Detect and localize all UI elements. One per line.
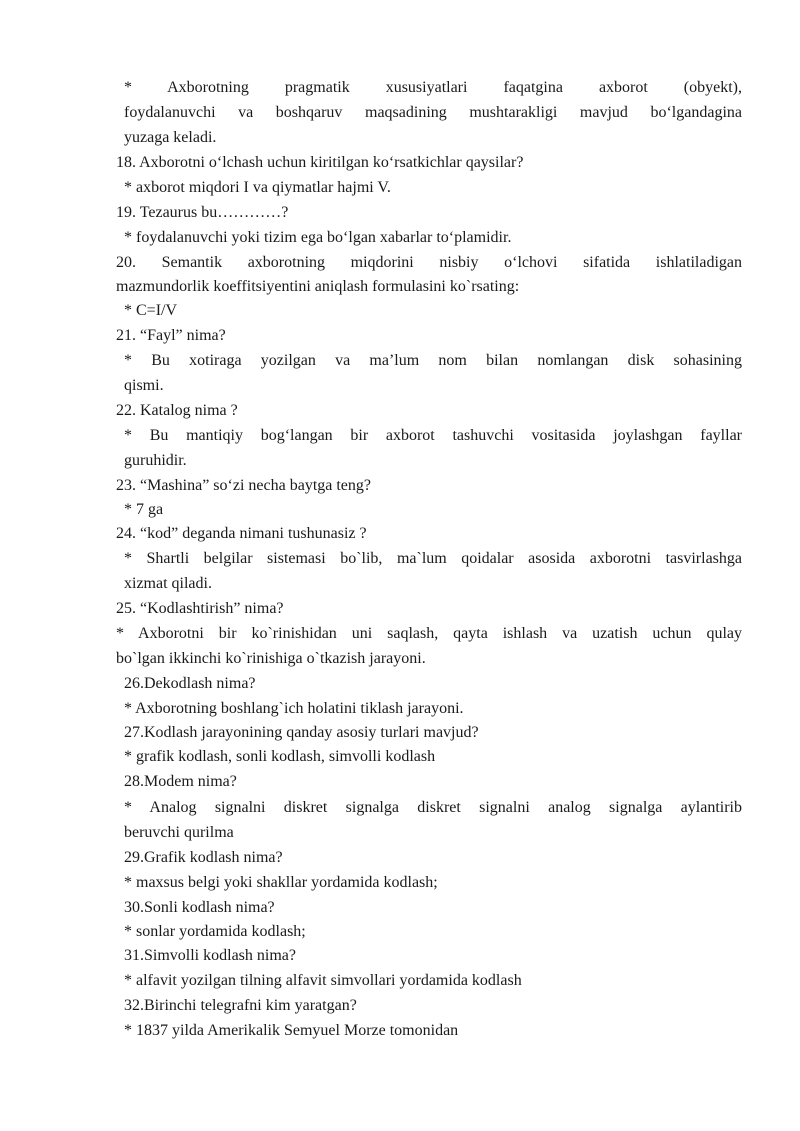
question-line: 23. “Mashina” so‘zi necha baytga teng? — [116, 477, 372, 494]
question-line: 19. Tezaurus bu…………? — [116, 204, 289, 221]
answer-line: * Shartli belgilar sistemasi bo`lib, ma`lum qoidalar asosida axborotni tasvirlashga — [124, 550, 742, 567]
question-line: 28.Modem nima? — [124, 773, 237, 790]
answer-line: * foydalanuvchi yoki tizim ega bo‘lgan xabarlar to‘plamidir. — [124, 229, 512, 246]
question-line: 32.Birinchi telegrafni kim yaratgan? — [124, 997, 357, 1014]
answer-line: yuzaga keladi. — [124, 129, 217, 146]
question-line: 29.Grafik kodlash nima? — [124, 849, 283, 866]
answer-line: * 7 ga — [124, 501, 164, 518]
answer-line: * sonlar yordamida kodlash; — [124, 923, 306, 940]
answer-line: * maxsus belgi yoki shakllar yordamida kodlash; — [124, 874, 438, 891]
answer-line: * Bu mantiqiy bog‘langan bir axborot tashuvchi vositasida joylashgan fayllar — [124, 427, 742, 444]
answer-line: * 1837 yilda Amerikalik Semyuel Morze tomonidan — [124, 1022, 459, 1039]
question-line: 26.Dekodlash nima? — [124, 675, 256, 692]
answer-line: * Axborotning pragmatik xususiyatlari faqatgina axborot (obyekt), — [124, 79, 742, 96]
question-line: 27.Kodlash jarayonining qanday asosiy turlari mavjud? — [124, 724, 479, 741]
question-line: mazmundorlik koeffitsiyentini aniqlash formulasini ko`rsating: — [116, 278, 520, 295]
answer-line: * C=I/V — [124, 302, 178, 319]
question-line: 18. Axborotni o‘lchash uchun kiritilgan ko‘rsatkichlar qaysilar? — [116, 154, 524, 171]
answer-line: * grafik kodlash, sonli kodlash, simvolli kodlash — [124, 748, 436, 765]
question-line: 22. Katalog nima ? — [116, 402, 238, 419]
answer-line: * Axborotni bir ko`rinishidan uni saqlash, qayta ishlash va uzatish uchun qulay — [116, 625, 742, 642]
answer-line: * axborot miqdori I va qiymatlar hajmi V. — [124, 179, 391, 196]
answer-line: * Axborotning boshlang`ich holatini tiklash jarayoni. — [124, 700, 464, 717]
answer-line: guruhidir. — [124, 452, 187, 469]
answer-line: foydalanuvchi va boshqaruv maqsadining mushtarakligi mavjud bo‘lgandagina — [124, 104, 742, 121]
question-line: 31.Simvolli kodlash nima? — [124, 947, 296, 964]
answer-line: qismi. — [124, 377, 164, 394]
answer-line: * Bu xotiraga yozilgan va ma’lum nom bilan nomlangan disk sohasining — [124, 352, 742, 369]
question-line: 20. Semantik axborotning miqdorini nisbiy o‘lchovi sifatida ishlatiladigan — [116, 254, 742, 271]
question-line: 30.Sonli kodlash nima? — [124, 899, 275, 916]
question-line: 25. “Kodlashtirish” nima? — [116, 600, 284, 617]
answer-line: beruvchi qurilma — [124, 824, 234, 841]
answer-line: xizmat qiladi. — [124, 575, 212, 592]
answer-line: * alfavit yozilgan tilning alfavit simvollari yordamida kodlash — [124, 972, 522, 989]
answer-line: bo`lgan ikkinchi ko`rinishiga o`tkazish jarayoni. — [116, 650, 426, 667]
answer-line: * Analog signalni diskret signalga diskret signalni analog signalga aylantirib — [124, 799, 742, 816]
question-line: 21. “Fayl” nima? — [116, 327, 226, 344]
question-line: 24. “kod” deganda nimani tushunasiz ? — [116, 525, 367, 542]
